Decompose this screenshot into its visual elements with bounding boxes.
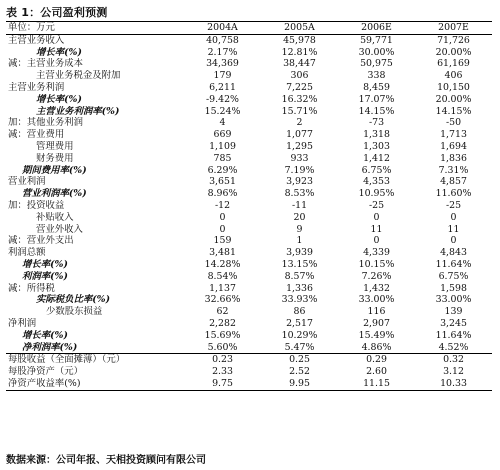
table-row xyxy=(6,294,492,306)
year-header: 2006E xyxy=(338,22,415,35)
value-cell: -12 xyxy=(214,199,231,211)
value-cell: 669 xyxy=(213,129,232,141)
value-cell: 20.00% xyxy=(435,46,472,58)
profit-forecast-table xyxy=(6,21,492,391)
value-cell: 116 xyxy=(367,306,386,318)
value-cell: 0 xyxy=(450,211,457,223)
row-label: 增长率(%) xyxy=(36,46,82,58)
row-label: 增长率(%) xyxy=(22,258,68,270)
table-title: 表 1：公司盈利预测 xyxy=(6,6,108,19)
row-label: 主营业务收入 xyxy=(8,34,65,46)
row-label: 营业外收入 xyxy=(36,223,83,235)
table-row xyxy=(6,354,492,366)
value-cell: 1,713 xyxy=(440,129,467,141)
value-cell: 3,923 xyxy=(286,176,313,188)
value-cell: 1,412 xyxy=(363,152,390,164)
row-label: 每股净资产（元） xyxy=(8,366,84,378)
value-cell: 9.95 xyxy=(261,378,338,390)
value-cell: 4,353 xyxy=(363,176,390,188)
value-cell: 0.29 xyxy=(338,354,415,366)
value-cell: 11.64% xyxy=(435,329,472,341)
value-cell: 10.33 xyxy=(415,378,492,390)
value-cell: 8,459 xyxy=(363,81,390,93)
table-row xyxy=(6,330,492,342)
value-cell: 30.00% xyxy=(358,46,395,58)
year-header: 2007E xyxy=(415,22,492,35)
value-cell: 4,843 xyxy=(440,247,467,259)
value-cell: 2,282 xyxy=(209,317,236,329)
value-cell: 7.31% xyxy=(438,164,469,176)
row-label: 加：其他业务利润 xyxy=(8,117,84,129)
value-cell: -50 xyxy=(445,117,462,129)
value-cell: 32.66% xyxy=(204,294,241,306)
value-cell: 8.57% xyxy=(284,270,315,282)
row-label: 主营业务税金及附加 xyxy=(36,70,121,82)
table-row xyxy=(6,70,492,82)
value-cell: 6.75% xyxy=(361,164,392,176)
value-cell: 62 xyxy=(216,306,229,318)
value-cell: 1,077 xyxy=(286,129,313,141)
row-label: 每股收益（全面摊薄）（元） xyxy=(6,354,184,366)
value-cell: 1 xyxy=(296,235,303,247)
value-cell: 0 xyxy=(219,223,226,235)
value-cell: 0 xyxy=(373,235,380,247)
value-cell: 8.96% xyxy=(207,188,238,200)
value-cell: 4,339 xyxy=(363,247,390,259)
value-cell: 2,907 xyxy=(363,317,390,329)
row-label: 补贴收入 xyxy=(36,211,74,223)
value-cell: 1,598 xyxy=(440,282,467,294)
row-label: 减：所得税 xyxy=(8,282,55,294)
value-cell: 7,225 xyxy=(286,81,313,93)
value-cell: 2,517 xyxy=(286,317,313,329)
table-row xyxy=(6,283,492,295)
value-cell: 5.60% xyxy=(207,341,238,353)
value-cell: 4,857 xyxy=(440,176,467,188)
value-cell: 20.00% xyxy=(435,93,472,105)
value-cell: 3.12 xyxy=(443,366,464,378)
value-cell: 338 xyxy=(367,70,386,82)
value-cell: 20 xyxy=(293,211,306,223)
row-label: 净资产收益率(%) xyxy=(6,378,184,390)
row-label: 加：投资收益 xyxy=(8,199,65,211)
row-label: 实际税负比率(%) xyxy=(36,294,111,306)
table-row xyxy=(6,176,492,188)
value-cell: 38,447 xyxy=(283,58,316,70)
value-cell: 0 xyxy=(450,235,457,247)
value-cell: 50,975 xyxy=(360,58,393,70)
value-cell: 0.25 xyxy=(261,354,338,366)
value-cell: 5.47% xyxy=(284,341,315,353)
value-cell: 2.52 xyxy=(289,366,310,378)
value-cell: 2.17% xyxy=(207,46,238,58)
value-cell: 6,211 xyxy=(209,81,236,93)
value-cell: -11 xyxy=(291,199,308,211)
value-cell: 9 xyxy=(296,223,303,235)
value-cell: 159 xyxy=(213,235,232,247)
value-cell: 1,694 xyxy=(440,140,467,152)
row-label: 增长率(%) xyxy=(22,329,68,341)
table-row xyxy=(6,200,492,212)
table-row xyxy=(6,259,492,271)
value-cell: 4 xyxy=(219,117,226,129)
value-cell: 11 xyxy=(447,223,460,235)
table-row xyxy=(6,224,492,236)
table-row xyxy=(6,129,492,141)
table-row xyxy=(6,141,492,153)
value-cell: 3,939 xyxy=(286,247,313,259)
row-label: 主营业务利润 xyxy=(8,81,65,93)
value-cell: 1,336 xyxy=(286,282,313,294)
row-label: 期间费用率(%) xyxy=(22,164,87,176)
value-cell: 1,432 xyxy=(363,282,390,294)
value-cell: 0.32 xyxy=(415,354,492,366)
value-cell: 4.52% xyxy=(438,341,469,353)
table-row xyxy=(6,378,492,390)
value-cell: 15.69% xyxy=(204,329,241,341)
value-cell: 10.29% xyxy=(281,329,318,341)
value-cell: 2.33 xyxy=(212,366,233,378)
value-cell: 139 xyxy=(444,306,463,318)
value-cell: 14.15% xyxy=(358,105,395,117)
value-cell: 12.81% xyxy=(281,46,318,58)
value-cell: 179 xyxy=(213,70,232,82)
data-source-note: 数据来源：公司年报、天相投资顾问有限公司 xyxy=(6,455,206,466)
row-label: 净利润 xyxy=(8,317,37,329)
value-cell: 1,836 xyxy=(440,152,467,164)
value-cell: 1,137 xyxy=(209,282,236,294)
value-cell: 13.15% xyxy=(281,258,318,270)
value-cell: 2 xyxy=(296,117,303,129)
row-label: 管理费用 xyxy=(36,140,74,152)
value-cell: 2.60 xyxy=(366,366,387,378)
value-cell: 15.71% xyxy=(281,105,318,117)
table-row xyxy=(6,235,492,247)
value-cell: 11.60% xyxy=(435,188,472,200)
value-cell: 6.29% xyxy=(207,164,238,176)
value-cell: -9.42% xyxy=(206,93,239,105)
value-cell: 33.93% xyxy=(281,294,318,306)
value-cell: 3,651 xyxy=(209,176,236,188)
value-cell: 1,318 xyxy=(363,129,390,141)
value-cell: 1,295 xyxy=(286,140,313,152)
table-row xyxy=(6,94,492,106)
value-cell: 14.28% xyxy=(204,258,241,270)
table-row xyxy=(6,318,492,330)
value-cell: 10.15% xyxy=(358,258,395,270)
year-header: 2005A xyxy=(261,22,338,35)
value-cell: 40,758 xyxy=(206,34,239,46)
value-cell: 71,726 xyxy=(437,34,470,46)
year-header: 2004A xyxy=(184,22,261,35)
header-row xyxy=(6,22,492,35)
table-row xyxy=(6,153,492,165)
value-cell: 3,481 xyxy=(209,247,236,259)
value-cell: 8.54% xyxy=(207,270,238,282)
table-row xyxy=(6,271,492,283)
row-label: 营业利润 xyxy=(8,176,46,188)
row-label: 财务费用 xyxy=(36,152,74,164)
row-label: 减：营业外支出 xyxy=(8,235,74,247)
value-cell: 0 xyxy=(219,211,226,223)
value-cell: 4.86% xyxy=(361,341,392,353)
value-cell: 45,978 xyxy=(283,34,316,46)
row-label: 净利润率(%) xyxy=(22,341,78,353)
table-row xyxy=(6,342,492,354)
table-row xyxy=(6,47,492,59)
row-label: 主营业务利润率(%) xyxy=(36,105,120,117)
value-cell: 11.15 xyxy=(338,378,415,390)
value-cell: 0.23 xyxy=(184,354,261,366)
value-cell: -25 xyxy=(445,199,462,211)
unit-label: 单位：万元 xyxy=(6,22,184,35)
value-cell: 10.95% xyxy=(358,188,395,200)
value-cell: 15.49% xyxy=(358,329,395,341)
value-cell: 59,771 xyxy=(360,34,393,46)
row-label: 利润率(%) xyxy=(22,270,68,282)
table-row xyxy=(6,106,492,118)
table-row xyxy=(6,165,492,177)
table-row xyxy=(6,188,492,200)
value-cell: 406 xyxy=(444,70,463,82)
value-cell: 6.75% xyxy=(438,270,469,282)
value-cell: 16.32% xyxy=(281,93,318,105)
row-label: 减：主营业务成本 xyxy=(8,58,84,70)
value-cell: 7.26% xyxy=(361,270,392,282)
value-cell: 10,150 xyxy=(437,81,470,93)
value-cell: 306 xyxy=(290,70,309,82)
value-cell: 33.00% xyxy=(358,294,395,306)
table-row xyxy=(6,58,492,70)
value-cell: -25 xyxy=(368,199,385,211)
value-cell: 17.07% xyxy=(358,93,395,105)
table-row xyxy=(6,117,492,129)
value-cell: 9.75 xyxy=(184,378,261,390)
value-cell: 15.24% xyxy=(204,105,241,117)
value-cell: 11 xyxy=(370,223,383,235)
value-cell: 933 xyxy=(290,152,309,164)
row-label: 减：营业费用 xyxy=(8,129,65,141)
table-row xyxy=(6,212,492,224)
table-row xyxy=(6,366,492,378)
row-label: 增长率(%) xyxy=(36,93,82,105)
row-label: 少数股东损益 xyxy=(46,306,103,318)
value-cell: 11.64% xyxy=(435,258,472,270)
value-cell: 3,245 xyxy=(440,317,467,329)
value-cell: 785 xyxy=(213,152,232,164)
value-cell: 1,109 xyxy=(209,140,236,152)
row-label: 营业利润率(%) xyxy=(22,188,87,200)
value-cell: 34,369 xyxy=(206,58,239,70)
value-cell: 8.53% xyxy=(284,188,315,200)
value-cell: 86 xyxy=(293,306,306,318)
value-cell: 0 xyxy=(373,211,380,223)
row-label: 利润总额 xyxy=(8,247,46,259)
table-row xyxy=(6,247,492,259)
table-row xyxy=(6,34,492,46)
value-cell: 7.19% xyxy=(284,164,315,176)
value-cell: 14.15% xyxy=(435,105,472,117)
table-row xyxy=(6,306,492,318)
value-cell: 33.00% xyxy=(435,294,472,306)
value-cell: -73 xyxy=(368,117,385,129)
value-cell: 61,169 xyxy=(437,58,470,70)
value-cell: 1,303 xyxy=(363,140,390,152)
table-row xyxy=(6,82,492,94)
